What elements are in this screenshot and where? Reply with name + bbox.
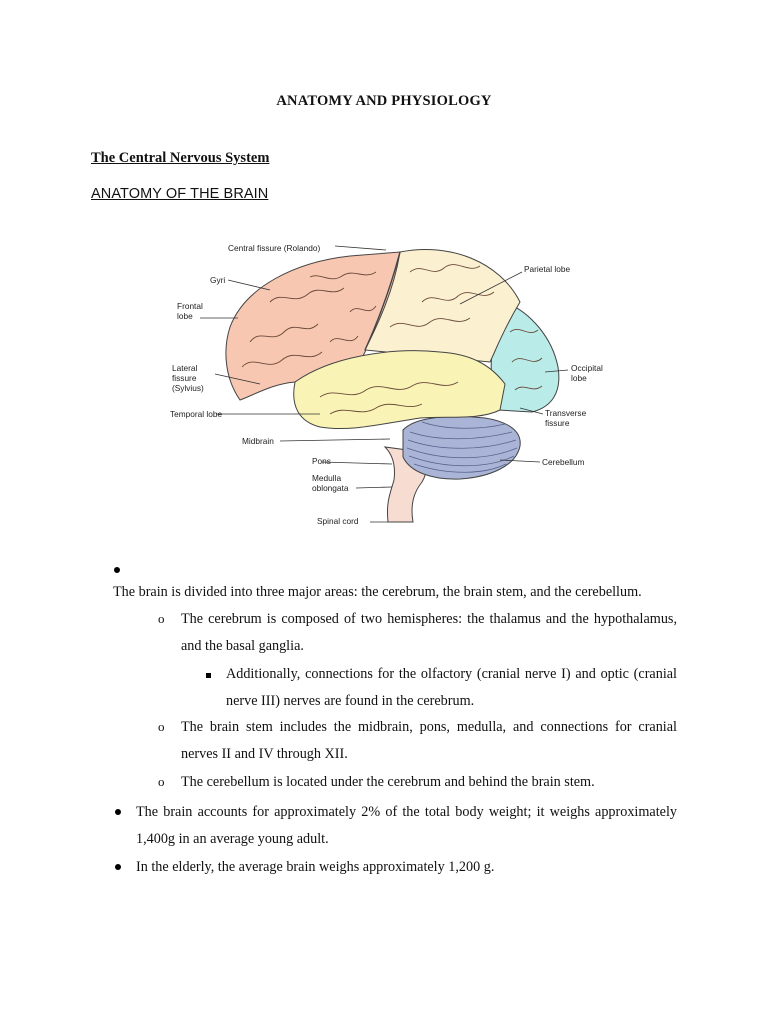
- label-lateral-fissure-line2: fissure: [172, 373, 197, 383]
- label-pons: Pons: [312, 456, 331, 466]
- label-gyri: Gyri: [210, 275, 226, 285]
- bullet: [115, 864, 121, 870]
- label-frontal-lobe-line2: lobe: [177, 311, 193, 321]
- sub-bullet-marker: o: [158, 719, 165, 734]
- label-frontal-lobe-line1: Frontal: [177, 301, 203, 311]
- brain-anatomy-diagram: [160, 232, 650, 537]
- weight-item: The brain accounts for approximately 2% of the total body weight; it weighs approximately 1,400g in an average young adult.: [136, 804, 677, 847]
- label-occipital-lobe-line2: lobe: [571, 373, 587, 383]
- label-central-fissure: Central fissure (Rolando): [228, 243, 321, 253]
- square-bullet: [206, 673, 211, 678]
- sub-bullet-marker: o: [158, 774, 165, 789]
- label-lateral-fissure-line3: (Sylvius): [172, 383, 204, 393]
- label-transverse-fissure-line2: fissure: [545, 418, 570, 428]
- label-transverse-fissure-line1: Transverse: [545, 408, 587, 418]
- label-lateral-fissure-line1: Lateral: [172, 363, 198, 373]
- label-occipital-lobe-line1: Occipital: [571, 363, 603, 373]
- elderly-item: In the elderly, the average brain weighs approximately 1,200 g.: [136, 859, 495, 875]
- section-heading: The Central Nervous System: [91, 150, 270, 166]
- label-cerebellum: Cerebellum: [542, 457, 585, 467]
- cerebellum-item: The cerebellum is located under the cerebrum and behind the brain stem.: [181, 774, 595, 790]
- label-medulla-line2: oblongata: [312, 483, 349, 493]
- label-spinal-cord: Spinal cord: [317, 516, 359, 526]
- cerebrum-item: The cerebrum is composed of two hemispheres: the thalamus and the hypothalamus, and the basal ganglia.: [181, 611, 677, 654]
- bullet: [115, 809, 121, 815]
- cerebellum-shape: [403, 416, 520, 479]
- intro-paragraph: The brain is divided into three major areas: the cerebrum, the brain stem, and the cerebellum.: [113, 584, 642, 600]
- label-medulla-line1: Medulla: [312, 473, 342, 483]
- label-temporal-lobe: Temporal lobe: [170, 409, 223, 419]
- sub-bullet-marker: o: [158, 611, 165, 626]
- subsection-heading: ANATOMY OF THE BRAIN: [91, 186, 269, 202]
- label-parietal-lobe: Parietal lobe: [524, 264, 571, 274]
- label-midbrain: Midbrain: [242, 436, 274, 446]
- olfactory-item: Additionally, connections for the olfactory (cranial nerve I) and optic (cranial nerve III) nerves are found in the cerebrum.: [226, 666, 677, 709]
- empty-bullet: [114, 567, 120, 573]
- brainstem-item: The brain stem includes the midbrain, pons, medulla, and connections for cranial nerves II and IV through XII.: [181, 719, 677, 762]
- document-title: ANATOMY AND PHYSIOLOGY: [276, 93, 492, 109]
